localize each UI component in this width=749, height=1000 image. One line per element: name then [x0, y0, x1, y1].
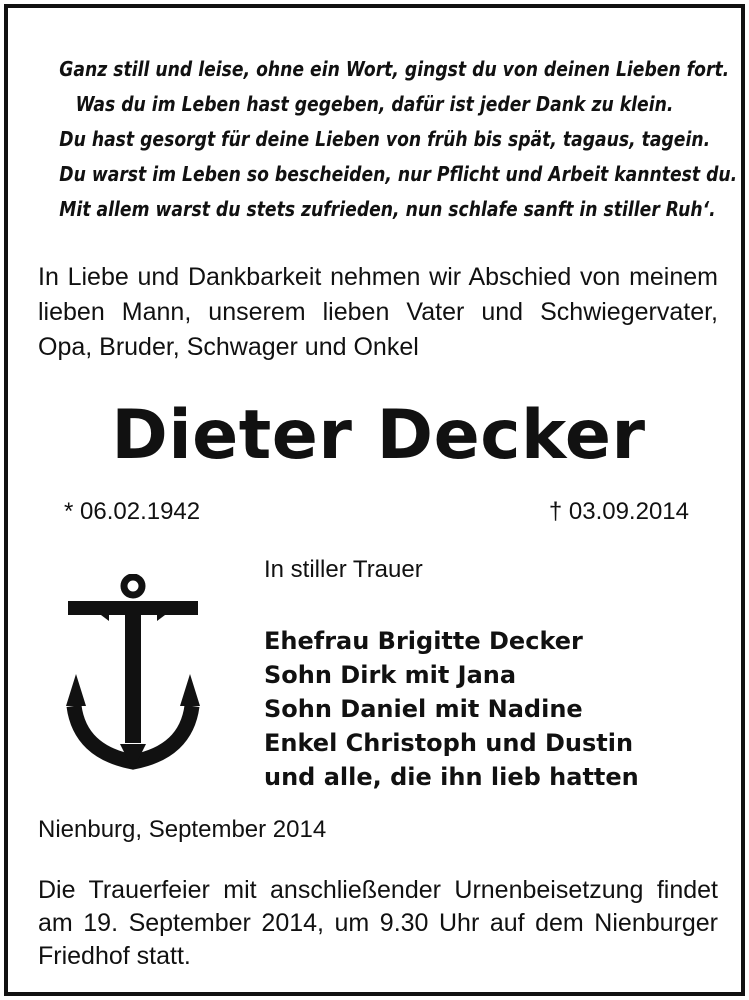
family-member: Enkel Christoph und Dustin [264, 729, 634, 757]
memorial-verse [59, 52, 738, 227]
family-member: Ehefrau Brigitte Decker [264, 627, 583, 655]
ceremony-notice: Die Trauerfeier mit anschließender Urnenbeisetzung findet am 19. September 2014, um 9.30 Uhr auf dem Nienburger Friedhof statt. [38, 876, 718, 970]
verse-line-2: Was du im Leben hast gegeben, dafür ist jeder Dank zu klein. [75, 92, 674, 116]
family-member: Sohn Dirk mit Jana [264, 661, 517, 689]
obituary-frame [4, 4, 745, 996]
anchor-icon [58, 574, 208, 770]
verse-line-4: Du warst im Leben so bescheiden, nur Pflicht und Arbeit kanntest du. [59, 162, 738, 186]
mourning-label: In stiller Trauer [264, 556, 423, 583]
family-member: und alle, die ihn lieb hatten [264, 763, 639, 791]
place-date: Nienburg, September 2014 [38, 816, 327, 843]
birth-date: * 06.02.1942 [64, 498, 201, 525]
deceased-name: Dieter Decker [111, 396, 646, 475]
death-date: † 03.09.2014 [548, 498, 689, 525]
farewell-intro: In Liebe und Dankbarkeit nehmen wir Abschied von meinem lieben Mann, unserem lieben Vater und Schwiegervater, Opa, Bruder, Schwager und Onkel [38, 263, 718, 361]
family-list [264, 624, 639, 794]
family-member: Sohn Daniel mit Nadine [264, 695, 583, 723]
verse-line-1: Ganz still und leise, ohne ein Wort, gingst du von deinen Lieben fort. [59, 57, 730, 81]
verse-line-3: Du hast gesorgt für deine Lieben von früh bis spät, tagaus, tagein. [59, 127, 711, 151]
verse-line-5: Mit allem warst du stets zufrieden, nun schlafe sanft in stiller Ruh‘. [59, 197, 716, 221]
